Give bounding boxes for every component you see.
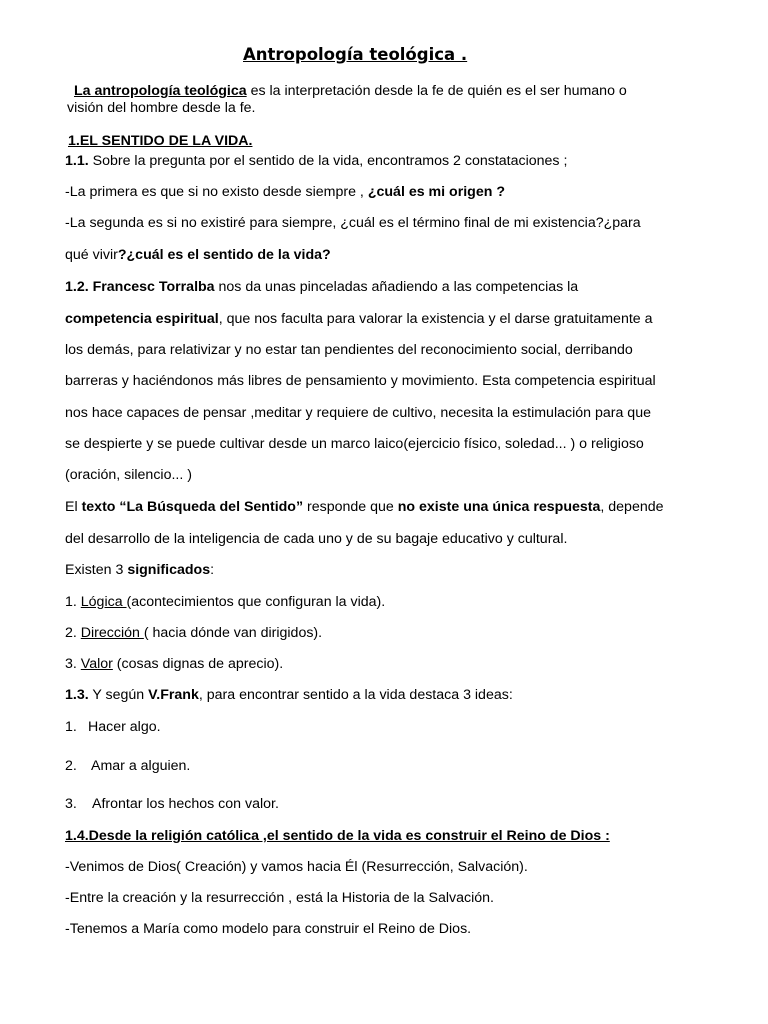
paragraph-1-2-line-4: barreras y haciéndonos más libres de pensamiento y movimiento. Esta competencia espiritual <box>65 373 656 389</box>
no-single-answer: no existe una única respuesta <box>397 499 601 515</box>
paragraph-1-2-line-1: 1.2. Francesc Torralba nos da unas pinceladas añadiendo a las competencias la <box>65 279 579 295</box>
idea-item-1: 1. Hacer algo. <box>65 719 161 735</box>
meaning-item-1: 1. Lógica (acontecimientos que configuran la vida). <box>65 594 386 610</box>
origin-question: ¿cuál es mi origen ? <box>367 184 506 200</box>
catholic-point-2: -Entre la creación y la resurrección , está la Historia de la Salvación. <box>65 890 494 906</box>
second-observation-line-2: qué vivir?¿cuál es el sentido de la vida? <box>65 247 331 263</box>
section-heading-1: 1.EL SENTIDO DE LA VIDA. <box>68 133 253 149</box>
torralba-name: 1.2. Francesc Torralba <box>65 279 215 295</box>
idea-item-3: 3. Afrontar los hechos con valor. <box>65 796 279 812</box>
paragraph-1-2-line-7: (oración, silencio... ) <box>65 467 192 483</box>
intro-term: La antropología teológica <box>74 83 247 99</box>
book-title: texto “La Búsqueda del Sentido” <box>81 499 304 515</box>
meaning-question: ?¿cuál es el sentido de la vida? <box>117 247 331 263</box>
section-heading-1-4: 1.4.Desde la religión católica ,el sentido de la vida es construir el Reino de Dios : <box>65 828 610 844</box>
meanings-intro: Existen 3 significados: <box>65 562 215 578</box>
intro-line-1 <box>74 82 627 100</box>
paragraph-1-1: 1.1. Sobre la pregunta por el sentido de la vida, encontramos 2 constataciones ; <box>65 153 568 169</box>
catholic-point-1: -Venimos de Dios( Creación) y vamos hacia Él (Resurrección, Salvación). <box>65 859 528 875</box>
spiritual-competence: competencia espiritual <box>65 311 219 327</box>
document-title: Antropología teológica . <box>243 45 468 64</box>
meaning-item-3: 3. Valor (cosas dignas de aprecio). <box>65 656 284 672</box>
search-for-meaning-line-2: del desarrollo de la inteligencia de cada uno y de su bagaje educativo y cultural. <box>65 531 568 547</box>
intro-line-2: visión del hombre desde la fe. <box>67 100 256 116</box>
idea-item-2: 2. Amar a alguien. <box>65 758 191 774</box>
first-observation: -La primera es que si no existo desde siempre , ¿cuál es mi origen ? <box>65 184 506 200</box>
paragraph-number: 1.1. <box>65 153 89 169</box>
frank-name: V.Frank <box>148 687 199 703</box>
intro-text: es la interpretación desde la fe de quién es el ser humano o <box>246 83 627 99</box>
paragraph-1-2-line-5: nos hace capaces de pensar ,meditar y requiere de cultivo, necesita la estimulación para que <box>65 405 651 421</box>
search-for-meaning-line-1: El texto “La Búsqueda del Sentido” responde que no existe una única respuesta, depende <box>65 499 664 515</box>
paragraph-1-3: 1.3. Y según V.Frank, para encontrar sentido a la vida destaca 3 ideas: <box>65 687 513 703</box>
meaning-item-2: 2. Dirección ( hacia dónde van dirigidos). <box>65 625 323 641</box>
paragraph-1-2-line-3: los demás, para relativizar y no estar tan pendientes del reconocimiento social, derribando <box>65 342 633 358</box>
paragraph-1-2-line-6: se despierte y se puede cultivar desde un marco laico(ejercicio físico, soledad... ) o religioso <box>65 436 644 452</box>
paragraph-1-2-line-2: competencia espiritual, que nos faculta para valorar la existencia y el darse gratuitamente a <box>65 311 653 327</box>
second-observation-line-1: -La segunda es si no existiré para siempre, ¿cuál es el término final de mi existencia?¿para <box>65 215 641 231</box>
catholic-point-3: -Tenemos a María como modelo para construir el Reino de Dios. <box>65 921 472 937</box>
